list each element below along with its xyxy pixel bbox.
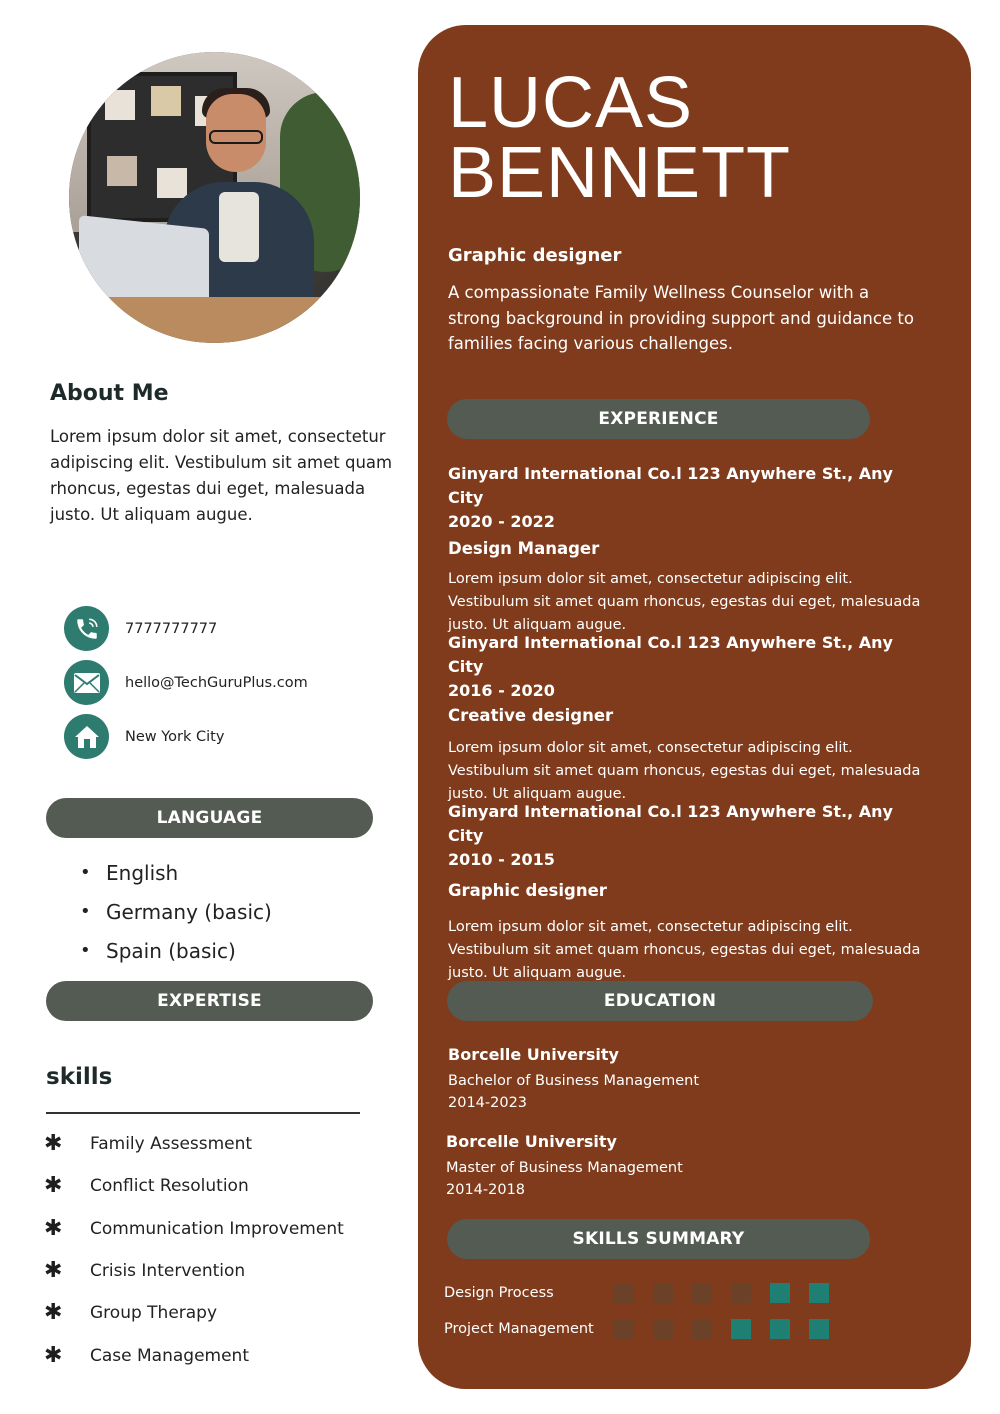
asterisk-icon: ✱ bbox=[44, 1131, 63, 1156]
education-entry bbox=[448, 1044, 848, 1114]
education-years: 2014-2023 bbox=[448, 1095, 528, 1111]
list-item bbox=[44, 1300, 217, 1325]
job-years: 2010 - 2015 bbox=[448, 850, 555, 869]
home-icon bbox=[64, 714, 109, 759]
phone-text: 7777777777 bbox=[125, 620, 218, 637]
skill-label: Communication Improvement bbox=[90, 1218, 344, 1239]
contact-location bbox=[64, 714, 224, 759]
skill-rating-row bbox=[444, 1319, 848, 1339]
list-item bbox=[44, 1258, 245, 1283]
contact-email bbox=[64, 660, 308, 705]
profile-photo bbox=[69, 52, 360, 343]
skill-rating-label: Project Management bbox=[444, 1321, 594, 1337]
about-text: Lorem ipsum dolor sit amet, consectetur adipiscing elit. Vestibulum sit amet quam rhoncus, egestas dui eget, malesuada justo. Ut aliquam augue. bbox=[50, 427, 393, 524]
job-description: Lorem ipsum dolor sit amet, consectetur adipiscing elit. Vestibulum sit amet quam rhoncus, egestas dui eget, malesuada justo. Ut aliquam augue. bbox=[448, 919, 921, 981]
list-item: • English bbox=[80, 858, 272, 897]
list-item: • Germany (basic) bbox=[80, 897, 272, 936]
skills-summary-heading: SKILLS SUMMARY bbox=[447, 1219, 870, 1259]
rating-square-filled bbox=[770, 1283, 790, 1303]
rating-square-filled bbox=[809, 1319, 829, 1339]
education-years: 2014-2018 bbox=[446, 1182, 526, 1198]
list-item bbox=[44, 1343, 249, 1368]
expertise-heading: EXPERTISE bbox=[46, 981, 373, 1021]
degree: Bachelor of Business Management bbox=[448, 1073, 700, 1089]
rating-square-filled bbox=[809, 1283, 829, 1303]
rating-square-filled bbox=[731, 1319, 751, 1339]
skill-label: Group Therapy bbox=[90, 1302, 218, 1323]
asterisk-icon: ✱ bbox=[44, 1258, 63, 1283]
rating-square-empty bbox=[614, 1319, 634, 1339]
skill-rating-row bbox=[444, 1283, 848, 1303]
candidate-name bbox=[448, 63, 792, 213]
job-years: 2020 - 2022 bbox=[448, 512, 555, 531]
skills-heading: skills bbox=[46, 1064, 113, 1090]
job-role: Graphic designer bbox=[448, 881, 607, 900]
name-line-1: LUCAS bbox=[448, 63, 694, 143]
envelope-icon bbox=[64, 660, 109, 705]
experience-entry bbox=[448, 631, 928, 806]
job-description: Lorem ipsum dolor sit amet, consectetur adipiscing elit. Vestibulum sit amet quam rhoncus, egestas dui eget, malesuada justo. Ut aliquam augue. bbox=[448, 740, 921, 802]
skill-label: Crisis Intervention bbox=[90, 1260, 246, 1281]
rating-square-empty bbox=[653, 1283, 673, 1303]
list-item bbox=[44, 1131, 252, 1156]
skill-rating-label: Design Process bbox=[444, 1285, 554, 1301]
experience-entry bbox=[448, 462, 928, 637]
email-text: hello@TechGuruPlus.com bbox=[125, 674, 308, 691]
rating-square-empty bbox=[692, 1319, 712, 1339]
skill-label: Family Assessment bbox=[90, 1133, 253, 1154]
skill-rating-squares bbox=[614, 1319, 848, 1339]
skill-label: Conflict Resolution bbox=[90, 1175, 249, 1196]
rating-square-empty bbox=[692, 1283, 712, 1303]
phone-icon bbox=[64, 606, 109, 651]
school-name: Borcelle University bbox=[448, 1045, 619, 1064]
location-text: New York City bbox=[125, 728, 225, 745]
asterisk-icon: ✱ bbox=[44, 1173, 63, 1198]
list-item bbox=[44, 1173, 249, 1198]
rating-square-empty bbox=[731, 1283, 751, 1303]
rating-square-empty bbox=[653, 1319, 673, 1339]
education-heading: EDUCATION bbox=[447, 981, 873, 1021]
job-description: Lorem ipsum dolor sit amet, consectetur adipiscing elit. Vestibulum sit amet quam rhoncus, egestas dui eget, malesuada justo. Ut aliquam augue. bbox=[448, 571, 921, 633]
company-name: Ginyard International Co.l 123 Anywhere St., Any City bbox=[448, 802, 893, 845]
list-item: • Spain (basic) bbox=[80, 936, 272, 975]
language-heading: LANGUAGE bbox=[46, 798, 373, 838]
skill-rating-squares bbox=[614, 1283, 848, 1303]
asterisk-icon: ✱ bbox=[44, 1216, 63, 1241]
company-name: Ginyard International Co.l 123 Anywhere St., Any City bbox=[448, 633, 893, 676]
language-list bbox=[80, 858, 272, 975]
experience-entry bbox=[448, 800, 928, 985]
rating-square-filled bbox=[770, 1319, 790, 1339]
asterisk-icon: ✱ bbox=[44, 1343, 63, 1368]
asterisk-icon: ✱ bbox=[44, 1300, 63, 1325]
rating-square-empty bbox=[614, 1283, 634, 1303]
job-role: Design Manager bbox=[448, 539, 600, 558]
about-heading: About Me bbox=[50, 381, 169, 406]
divider bbox=[46, 1112, 360, 1114]
contact-phone bbox=[64, 606, 217, 651]
list-item bbox=[44, 1216, 344, 1241]
skill-label: Case Management bbox=[90, 1345, 249, 1366]
degree: Master of Business Management bbox=[446, 1160, 683, 1176]
school-name: Borcelle University bbox=[446, 1132, 617, 1151]
name-line-2: BENNETT bbox=[448, 133, 792, 213]
job-years: 2016 - 2020 bbox=[448, 681, 555, 700]
education-entry bbox=[446, 1131, 846, 1201]
experience-heading: EXPERIENCE bbox=[447, 399, 870, 439]
job-title: Graphic designer bbox=[448, 245, 622, 266]
profile-summary: A compassionate Family Wellness Counselor with a strong background in providing support and guidance to families facing various challenges. bbox=[448, 283, 914, 353]
job-role: Creative designer bbox=[448, 706, 614, 725]
company-name: Ginyard International Co.l 123 Anywhere St., Any City bbox=[448, 464, 893, 507]
